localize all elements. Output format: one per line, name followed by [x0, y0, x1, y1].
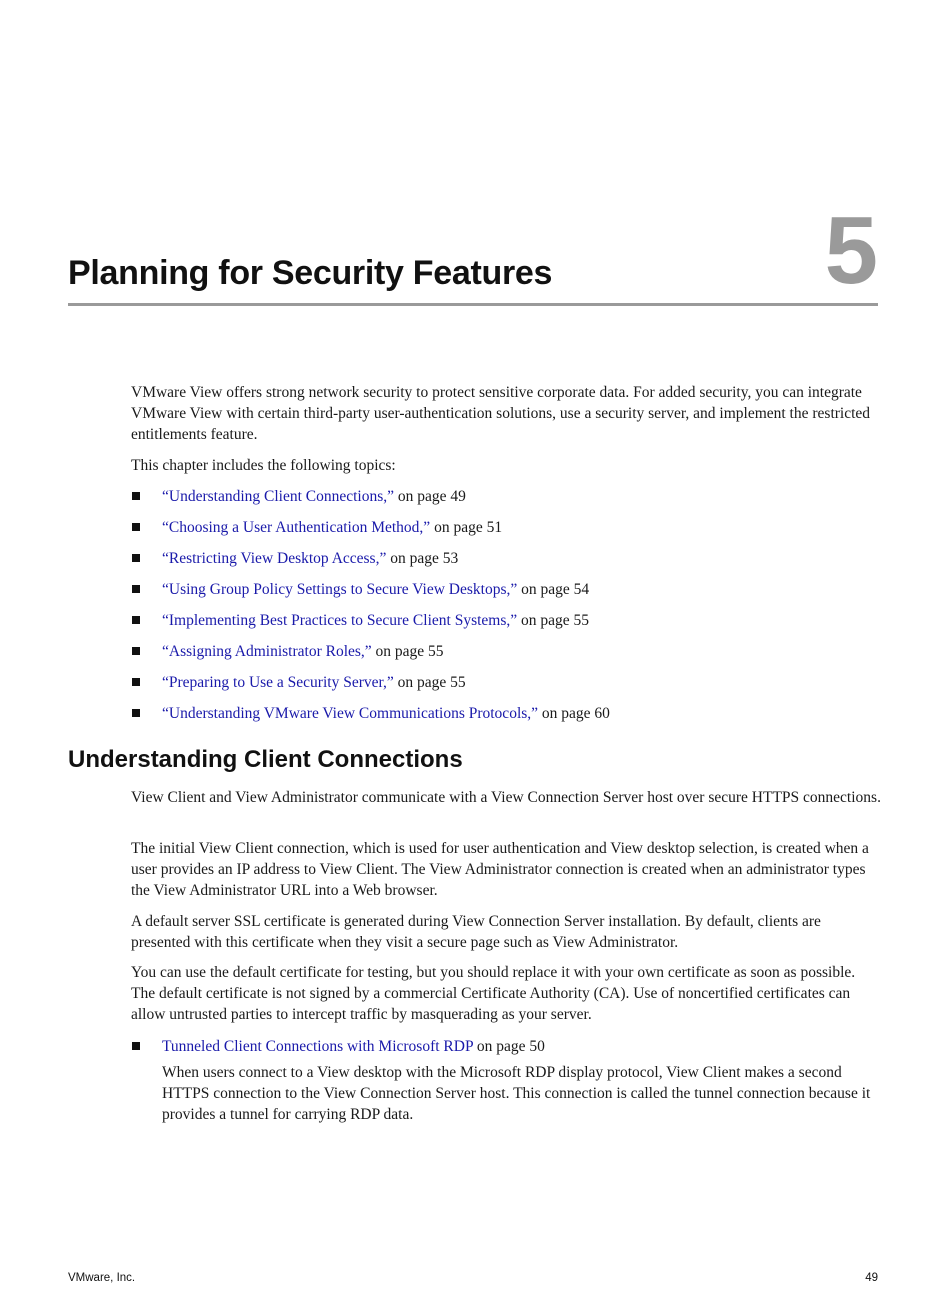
topic-link[interactable]: “Understanding VMware View Communications Protocols,”: [162, 705, 539, 722]
topic-page-ref: on page 54: [517, 581, 590, 598]
list-item: [131, 703, 881, 734]
list-item: [131, 672, 881, 703]
square-bullet-icon: [132, 1042, 140, 1050]
square-bullet-icon: [132, 523, 140, 531]
topic-link[interactable]: “Using Group Policy Settings to Secure View Desktops,”: [162, 581, 518, 598]
topic-page-ref: on page 53: [386, 550, 459, 567]
topic-page-ref: on page 49: [394, 488, 466, 505]
list-item: [131, 579, 881, 610]
footer-page-number: 49: [865, 1272, 878, 1284]
topics-lead: This chapter includes the following topics:: [131, 457, 396, 474]
square-bullet-icon: [132, 554, 140, 562]
list-item: [131, 486, 881, 517]
topic-page-ref: on page 51: [430, 519, 503, 536]
chapter-title: Planning for Security Features: [68, 254, 553, 292]
square-bullet-icon: [132, 492, 140, 500]
subtopic-link[interactable]: Tunneled Client Connections with Microsoft RDP: [162, 1038, 474, 1055]
square-bullet-icon: [132, 709, 140, 717]
topic-link[interactable]: “Implementing Best Practices to Secure Client Systems,”: [162, 612, 518, 629]
topic-page-ref: on page 60: [538, 705, 610, 722]
list-item: [131, 548, 881, 579]
square-bullet-icon: [132, 647, 140, 655]
subtopic-page-ref: on page 50: [473, 1038, 545, 1055]
subtopic-list: [131, 1036, 881, 1125]
topic-link[interactable]: “Choosing a User Authentication Method,”: [162, 519, 431, 536]
chapter-header: [68, 197, 878, 306]
square-bullet-icon: [132, 678, 140, 686]
subtopic-description: When users connect to a View desktop with the Microsoft RDP display protocol, View Client makes a second HTTPS connection to the View Connection Server host. This connection is called the tunnel connection because it provides a tunnel for carrying RDP data.: [162, 1064, 871, 1123]
section-paragraph: View Client and View Administrator communicate with a View Connection Server host over secure HTTPS connections.: [131, 789, 881, 806]
intro-paragraph: VMware View offers strong network security to protect sensitive corporate data. For added security, you can integrate VMware View with certain third-party user-authentication solutions, use a security server, and implement the restricted entitlements feature.: [131, 384, 871, 443]
topic-page-ref: on page 55: [517, 612, 590, 629]
topic-link[interactable]: “Restricting View Desktop Access,”: [162, 550, 387, 567]
topic-link[interactable]: “Preparing to Use a Security Server,”: [162, 674, 394, 691]
section-heading: Understanding Client Connections: [68, 746, 463, 773]
chapter-number: 5: [824, 197, 878, 304]
list-item: [131, 610, 881, 641]
list-item: [131, 1036, 881, 1125]
section-paragraph: A default server SSL certificate is generated during View Connection Server installation. By default, clients are presented with this certificate when they visit a secure page such as View Administrator.: [131, 913, 821, 951]
topic-list: [131, 486, 881, 734]
topic-link[interactable]: “Assigning Administrator Roles,”: [162, 643, 372, 660]
topic-link[interactable]: “Understanding Client Connections,”: [162, 488, 395, 505]
topic-page-ref: on page 55: [371, 643, 444, 660]
list-item: [131, 641, 881, 672]
square-bullet-icon: [132, 616, 140, 624]
footer-company: VMware, Inc.: [68, 1272, 136, 1284]
section-paragraph: The initial View Client connection, which is used for user authentication and View desktop selection, is created when a user provides an IP address to View Client. The View Administrator connection is created when an administrator types the View Administrator URL into a Web browser.: [131, 840, 869, 899]
square-bullet-icon: [132, 585, 140, 593]
section-paragraph: You can use the default certificate for testing, but you should replace it with your own certificate as soon as possible. The default certificate is not signed by a commercial Certificate Authority (CA). Use of noncertified certificates can allow untrusted parties to intercept traffic by masquerading as your server.: [131, 964, 856, 1023]
list-item: [131, 517, 881, 548]
topic-page-ref: on page 55: [393, 674, 466, 691]
